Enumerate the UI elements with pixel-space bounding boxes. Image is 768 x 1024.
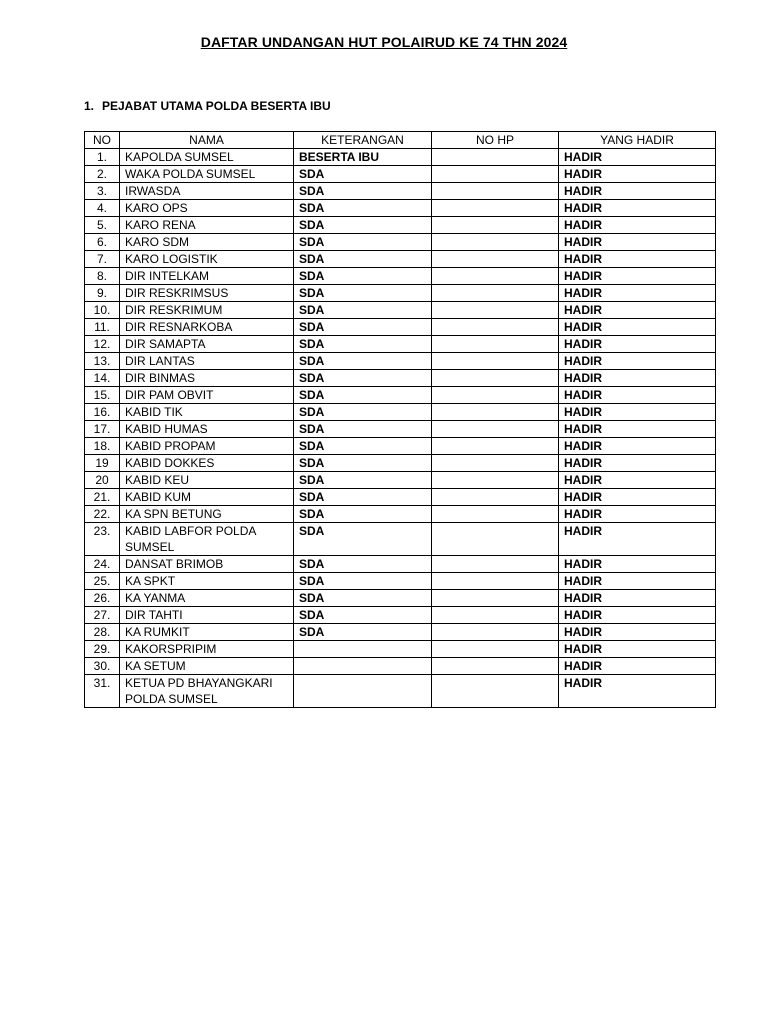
- row-keterangan: [294, 675, 432, 708]
- table-row: [85, 387, 716, 404]
- row-yang-hadir: HADIR: [559, 404, 716, 421]
- row-no-hp: [432, 675, 559, 708]
- row-no-hp: [432, 149, 559, 166]
- row-yang-hadir: HADIR: [559, 285, 716, 302]
- row-no: 7.: [85, 251, 120, 268]
- section-label: PEJABAT UTAMA POLDA BESERTA IBU: [102, 99, 331, 113]
- table-body: [85, 149, 716, 708]
- row-no: 14.: [85, 370, 120, 387]
- table-row: [85, 302, 716, 319]
- row-yang-hadir: HADIR: [559, 573, 716, 590]
- row-no: 15.: [85, 387, 120, 404]
- header-no: NO: [85, 132, 120, 149]
- row-no: 10.: [85, 302, 120, 319]
- row-yang-hadir: HADIR: [559, 590, 716, 607]
- row-keterangan: SDA: [294, 404, 432, 421]
- row-no: 23.: [85, 523, 120, 556]
- row-yang-hadir: HADIR: [559, 183, 716, 200]
- row-yang-hadir: HADIR: [559, 251, 716, 268]
- row-keterangan: SDA: [294, 251, 432, 268]
- row-yang-hadir: HADIR: [559, 353, 716, 370]
- row-nama: KETUA PD BHAYANGKARI POLDA SUMSEL: [120, 675, 294, 708]
- row-nama: KA YANMA: [120, 590, 294, 607]
- table-row: [85, 556, 716, 573]
- table-row: [85, 234, 716, 251]
- section-number: 1.: [84, 99, 95, 113]
- row-no: 26.: [85, 590, 120, 607]
- table-row: [85, 353, 716, 370]
- row-nama: DIR RESKRIMUM: [120, 302, 294, 319]
- row-no-hp: [432, 624, 559, 641]
- row-no-hp: [432, 404, 559, 421]
- row-yang-hadir: HADIR: [559, 319, 716, 336]
- row-nama: DIR RESKRIMSUS: [120, 285, 294, 302]
- row-nama: KARO RENA: [120, 217, 294, 234]
- row-yang-hadir: HADIR: [559, 149, 716, 166]
- row-keterangan: SDA: [294, 234, 432, 251]
- row-no: 24.: [85, 556, 120, 573]
- row-yang-hadir: HADIR: [559, 472, 716, 489]
- row-keterangan: SDA: [294, 556, 432, 573]
- row-nama: DIR SAMAPTA: [120, 336, 294, 353]
- row-keterangan: SDA: [294, 285, 432, 302]
- row-nama: KABID LABFOR POLDA SUMSEL: [120, 523, 294, 556]
- row-no-hp: [432, 200, 559, 217]
- table-row: [85, 641, 716, 658]
- row-keterangan: BESERTA IBU: [294, 149, 432, 166]
- row-nama: KABID KUM: [120, 489, 294, 506]
- document-title: DAFTAR UNDANGAN HUT POLAIRUD KE 74 THN 2024: [200, 34, 568, 50]
- row-yang-hadir: HADIR: [559, 489, 716, 506]
- row-yang-hadir: HADIR: [559, 523, 716, 556]
- row-yang-hadir: HADIR: [559, 200, 716, 217]
- row-keterangan: [294, 658, 432, 675]
- row-nama: KARO SDM: [120, 234, 294, 251]
- row-no-hp: [432, 658, 559, 675]
- row-keterangan: SDA: [294, 607, 432, 624]
- row-yang-hadir: HADIR: [559, 506, 716, 523]
- header-no-hp: NO HP: [432, 132, 559, 149]
- row-nama: KA SPN BETUNG: [120, 506, 294, 523]
- row-no: 28.: [85, 624, 120, 641]
- row-nama: KABID TIK: [120, 404, 294, 421]
- row-yang-hadir: HADIR: [559, 556, 716, 573]
- row-no: 22.: [85, 506, 120, 523]
- row-keterangan: SDA: [294, 319, 432, 336]
- row-no-hp: [432, 641, 559, 658]
- table-row: [85, 336, 716, 353]
- row-no: 5.: [85, 217, 120, 234]
- row-no: 21.: [85, 489, 120, 506]
- row-no-hp: [432, 370, 559, 387]
- row-no: 8.: [85, 268, 120, 285]
- row-nama: KAKORSPRIPIM: [120, 641, 294, 658]
- row-keterangan: SDA: [294, 217, 432, 234]
- row-yang-hadir: HADIR: [559, 658, 716, 675]
- row-keterangan: SDA: [294, 472, 432, 489]
- row-nama: KA SETUM: [120, 658, 294, 675]
- table-row: [85, 149, 716, 166]
- row-no-hp: [432, 387, 559, 404]
- row-yang-hadir: HADIR: [559, 234, 716, 251]
- table-row: [85, 421, 716, 438]
- table-row: [85, 438, 716, 455]
- row-no-hp: [432, 319, 559, 336]
- row-nama: WAKA POLDA SUMSEL: [120, 166, 294, 183]
- header-yang-hadir: YANG HADIR: [559, 132, 716, 149]
- row-no-hp: [432, 285, 559, 302]
- row-no: 19: [85, 455, 120, 472]
- row-nama: KA SPKT: [120, 573, 294, 590]
- row-keterangan: SDA: [294, 573, 432, 590]
- row-no: 27.: [85, 607, 120, 624]
- row-no-hp: [432, 489, 559, 506]
- row-no: 1.: [85, 149, 120, 166]
- table-row: [85, 675, 716, 708]
- row-nama: DIR BINMAS: [120, 370, 294, 387]
- row-yang-hadir: HADIR: [559, 438, 716, 455]
- row-no-hp: [432, 421, 559, 438]
- row-nama: KABID PROPAM: [120, 438, 294, 455]
- row-keterangan: [294, 641, 432, 658]
- row-no: 12.: [85, 336, 120, 353]
- row-keterangan: SDA: [294, 183, 432, 200]
- table-header-row: [85, 132, 716, 149]
- table-row: [85, 319, 716, 336]
- table-row: [85, 370, 716, 387]
- row-no-hp: [432, 472, 559, 489]
- row-keterangan: SDA: [294, 387, 432, 404]
- row-no-hp: [432, 353, 559, 370]
- row-nama: KABID KEU: [120, 472, 294, 489]
- row-nama: DIR TAHTI: [120, 607, 294, 624]
- row-nama: KARO LOGISTIK: [120, 251, 294, 268]
- row-nama: DIR INTELKAM: [120, 268, 294, 285]
- row-yang-hadir: HADIR: [559, 607, 716, 624]
- row-no-hp: [432, 234, 559, 251]
- row-keterangan: SDA: [294, 489, 432, 506]
- row-nama: DANSAT BRIMOB: [120, 556, 294, 573]
- row-yang-hadir: HADIR: [559, 166, 716, 183]
- row-keterangan: SDA: [294, 438, 432, 455]
- row-keterangan: SDA: [294, 455, 432, 472]
- row-nama: DIR RESNARKOBA: [120, 319, 294, 336]
- table-row: [85, 624, 716, 641]
- row-no-hp: [432, 556, 559, 573]
- row-no-hp: [432, 455, 559, 472]
- table-row: [85, 489, 716, 506]
- row-no-hp: [432, 438, 559, 455]
- row-yang-hadir: HADIR: [559, 387, 716, 404]
- row-yang-hadir: HADIR: [559, 421, 716, 438]
- row-no: 18.: [85, 438, 120, 455]
- table-row: [85, 251, 716, 268]
- table-row: [85, 200, 716, 217]
- row-no-hp: [432, 573, 559, 590]
- row-yang-hadir: HADIR: [559, 302, 716, 319]
- row-nama: DIR LANTAS: [120, 353, 294, 370]
- row-no: 4.: [85, 200, 120, 217]
- invitation-table: [84, 131, 716, 708]
- row-keterangan: SDA: [294, 590, 432, 607]
- row-yang-hadir: HADIR: [559, 336, 716, 353]
- row-no: 30.: [85, 658, 120, 675]
- row-nama: KARO OPS: [120, 200, 294, 217]
- row-keterangan: SDA: [294, 523, 432, 556]
- row-no: 20: [85, 472, 120, 489]
- row-keterangan: SDA: [294, 506, 432, 523]
- row-no-hp: [432, 183, 559, 200]
- row-nama: KAPOLDA SUMSEL: [120, 149, 294, 166]
- section-heading: [84, 99, 331, 113]
- row-keterangan: SDA: [294, 353, 432, 370]
- table-row: [85, 404, 716, 421]
- table-row: [85, 607, 716, 624]
- row-no-hp: [432, 590, 559, 607]
- row-no-hp: [432, 607, 559, 624]
- table-row: [85, 268, 716, 285]
- row-no: 11.: [85, 319, 120, 336]
- row-no: 29.: [85, 641, 120, 658]
- row-keterangan: SDA: [294, 268, 432, 285]
- row-yang-hadir: HADIR: [559, 675, 716, 708]
- row-no-hp: [432, 166, 559, 183]
- row-keterangan: SDA: [294, 370, 432, 387]
- row-no: 16.: [85, 404, 120, 421]
- table-row: [85, 183, 716, 200]
- row-no: 31.: [85, 675, 120, 708]
- row-keterangan: SDA: [294, 421, 432, 438]
- table-row: [85, 573, 716, 590]
- row-nama: IRWASDA: [120, 183, 294, 200]
- table-row: [85, 285, 716, 302]
- row-keterangan: SDA: [294, 624, 432, 641]
- row-yang-hadir: HADIR: [559, 455, 716, 472]
- row-no-hp: [432, 523, 559, 556]
- row-yang-hadir: HADIR: [559, 641, 716, 658]
- row-yang-hadir: HADIR: [559, 624, 716, 641]
- table-row: [85, 506, 716, 523]
- row-no: 9.: [85, 285, 120, 302]
- header-nama: NAMA: [120, 132, 294, 149]
- header-keterangan: KETERANGAN: [294, 132, 432, 149]
- row-no-hp: [432, 217, 559, 234]
- row-yang-hadir: HADIR: [559, 268, 716, 285]
- row-no-hp: [432, 251, 559, 268]
- table-row: [85, 455, 716, 472]
- table-row: [85, 166, 716, 183]
- row-nama: KABID HUMAS: [120, 421, 294, 438]
- table-row: [85, 472, 716, 489]
- row-no-hp: [432, 336, 559, 353]
- row-nama: KABID DOKKES: [120, 455, 294, 472]
- row-yang-hadir: HADIR: [559, 370, 716, 387]
- table-row: [85, 658, 716, 675]
- row-nama: KA RUMKIT: [120, 624, 294, 641]
- row-yang-hadir: HADIR: [559, 217, 716, 234]
- row-keterangan: SDA: [294, 302, 432, 319]
- table-row: [85, 523, 716, 556]
- row-no: 3.: [85, 183, 120, 200]
- row-no: 2.: [85, 166, 120, 183]
- row-keterangan: SDA: [294, 200, 432, 217]
- row-no: 17.: [85, 421, 120, 438]
- row-no-hp: [432, 302, 559, 319]
- row-keterangan: SDA: [294, 166, 432, 183]
- row-no: 13.: [85, 353, 120, 370]
- table-row: [85, 217, 716, 234]
- row-keterangan: SDA: [294, 336, 432, 353]
- row-no-hp: [432, 506, 559, 523]
- row-nama: DIR PAM OBVIT: [120, 387, 294, 404]
- row-no: 6.: [85, 234, 120, 251]
- table-row: [85, 590, 716, 607]
- row-no-hp: [432, 268, 559, 285]
- row-no: 25.: [85, 573, 120, 590]
